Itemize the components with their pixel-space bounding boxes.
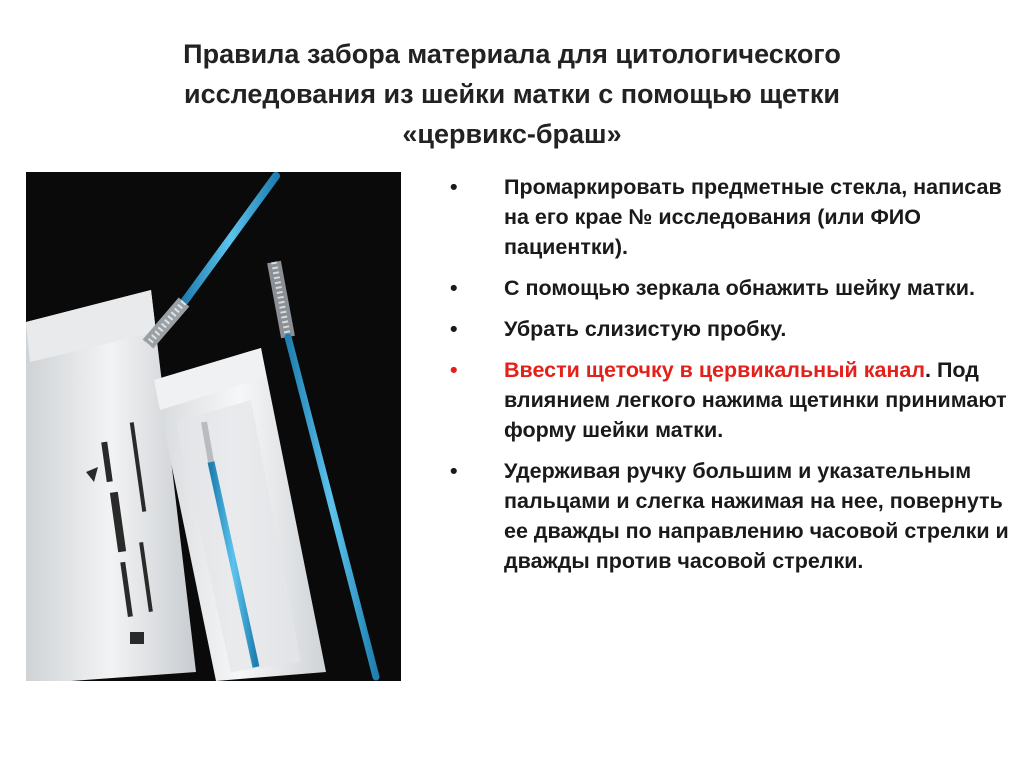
list-item-highlight: Ввести щеточку в цервикальный канал [504,358,926,382]
page-title [40,34,984,154]
title-line-3: «цервикс-браш» [402,119,622,149]
cervix-brush-photo [26,172,401,681]
bullet-marker: • [450,358,458,382]
list-item [432,355,1012,445]
bullet-marker: • [450,276,458,300]
list-item-text: Удерживая ручку большим и указательным пальцами и слегка нажимая на нее, повернуть ее дважды по направлению часовой стрелки и дважды против часовой стрелки. [504,459,1009,573]
list-item [432,456,1012,576]
bullet-marker: • [450,317,458,341]
list-item [432,314,1012,344]
list-item-text: Убрать слизистую пробку. [504,317,787,341]
bullet-marker: • [450,459,458,483]
list-item-text: С помощью зеркала обнажить шейку матки. [504,276,975,300]
list-item-text: . Под влиянием легкого нажима щетинки принимают форму шейки матки. [504,358,1007,442]
list-item-text: Промаркировать предметные стекла, написав на его крае № исследования (или ФИО пациентки). [504,175,1002,259]
title-line-2: исследования из шейки матки с помощью щетки [183,79,840,109]
instruction-list [432,172,1012,587]
cervix-brush-illustration [26,172,401,681]
brush-diagonal [148,176,276,344]
bullet-marker: • [450,175,458,199]
title-line-1: Правила забора материала для цитологического [183,39,841,69]
list-item [432,172,1012,262]
list-item [432,273,1012,303]
left-package [26,290,196,681]
